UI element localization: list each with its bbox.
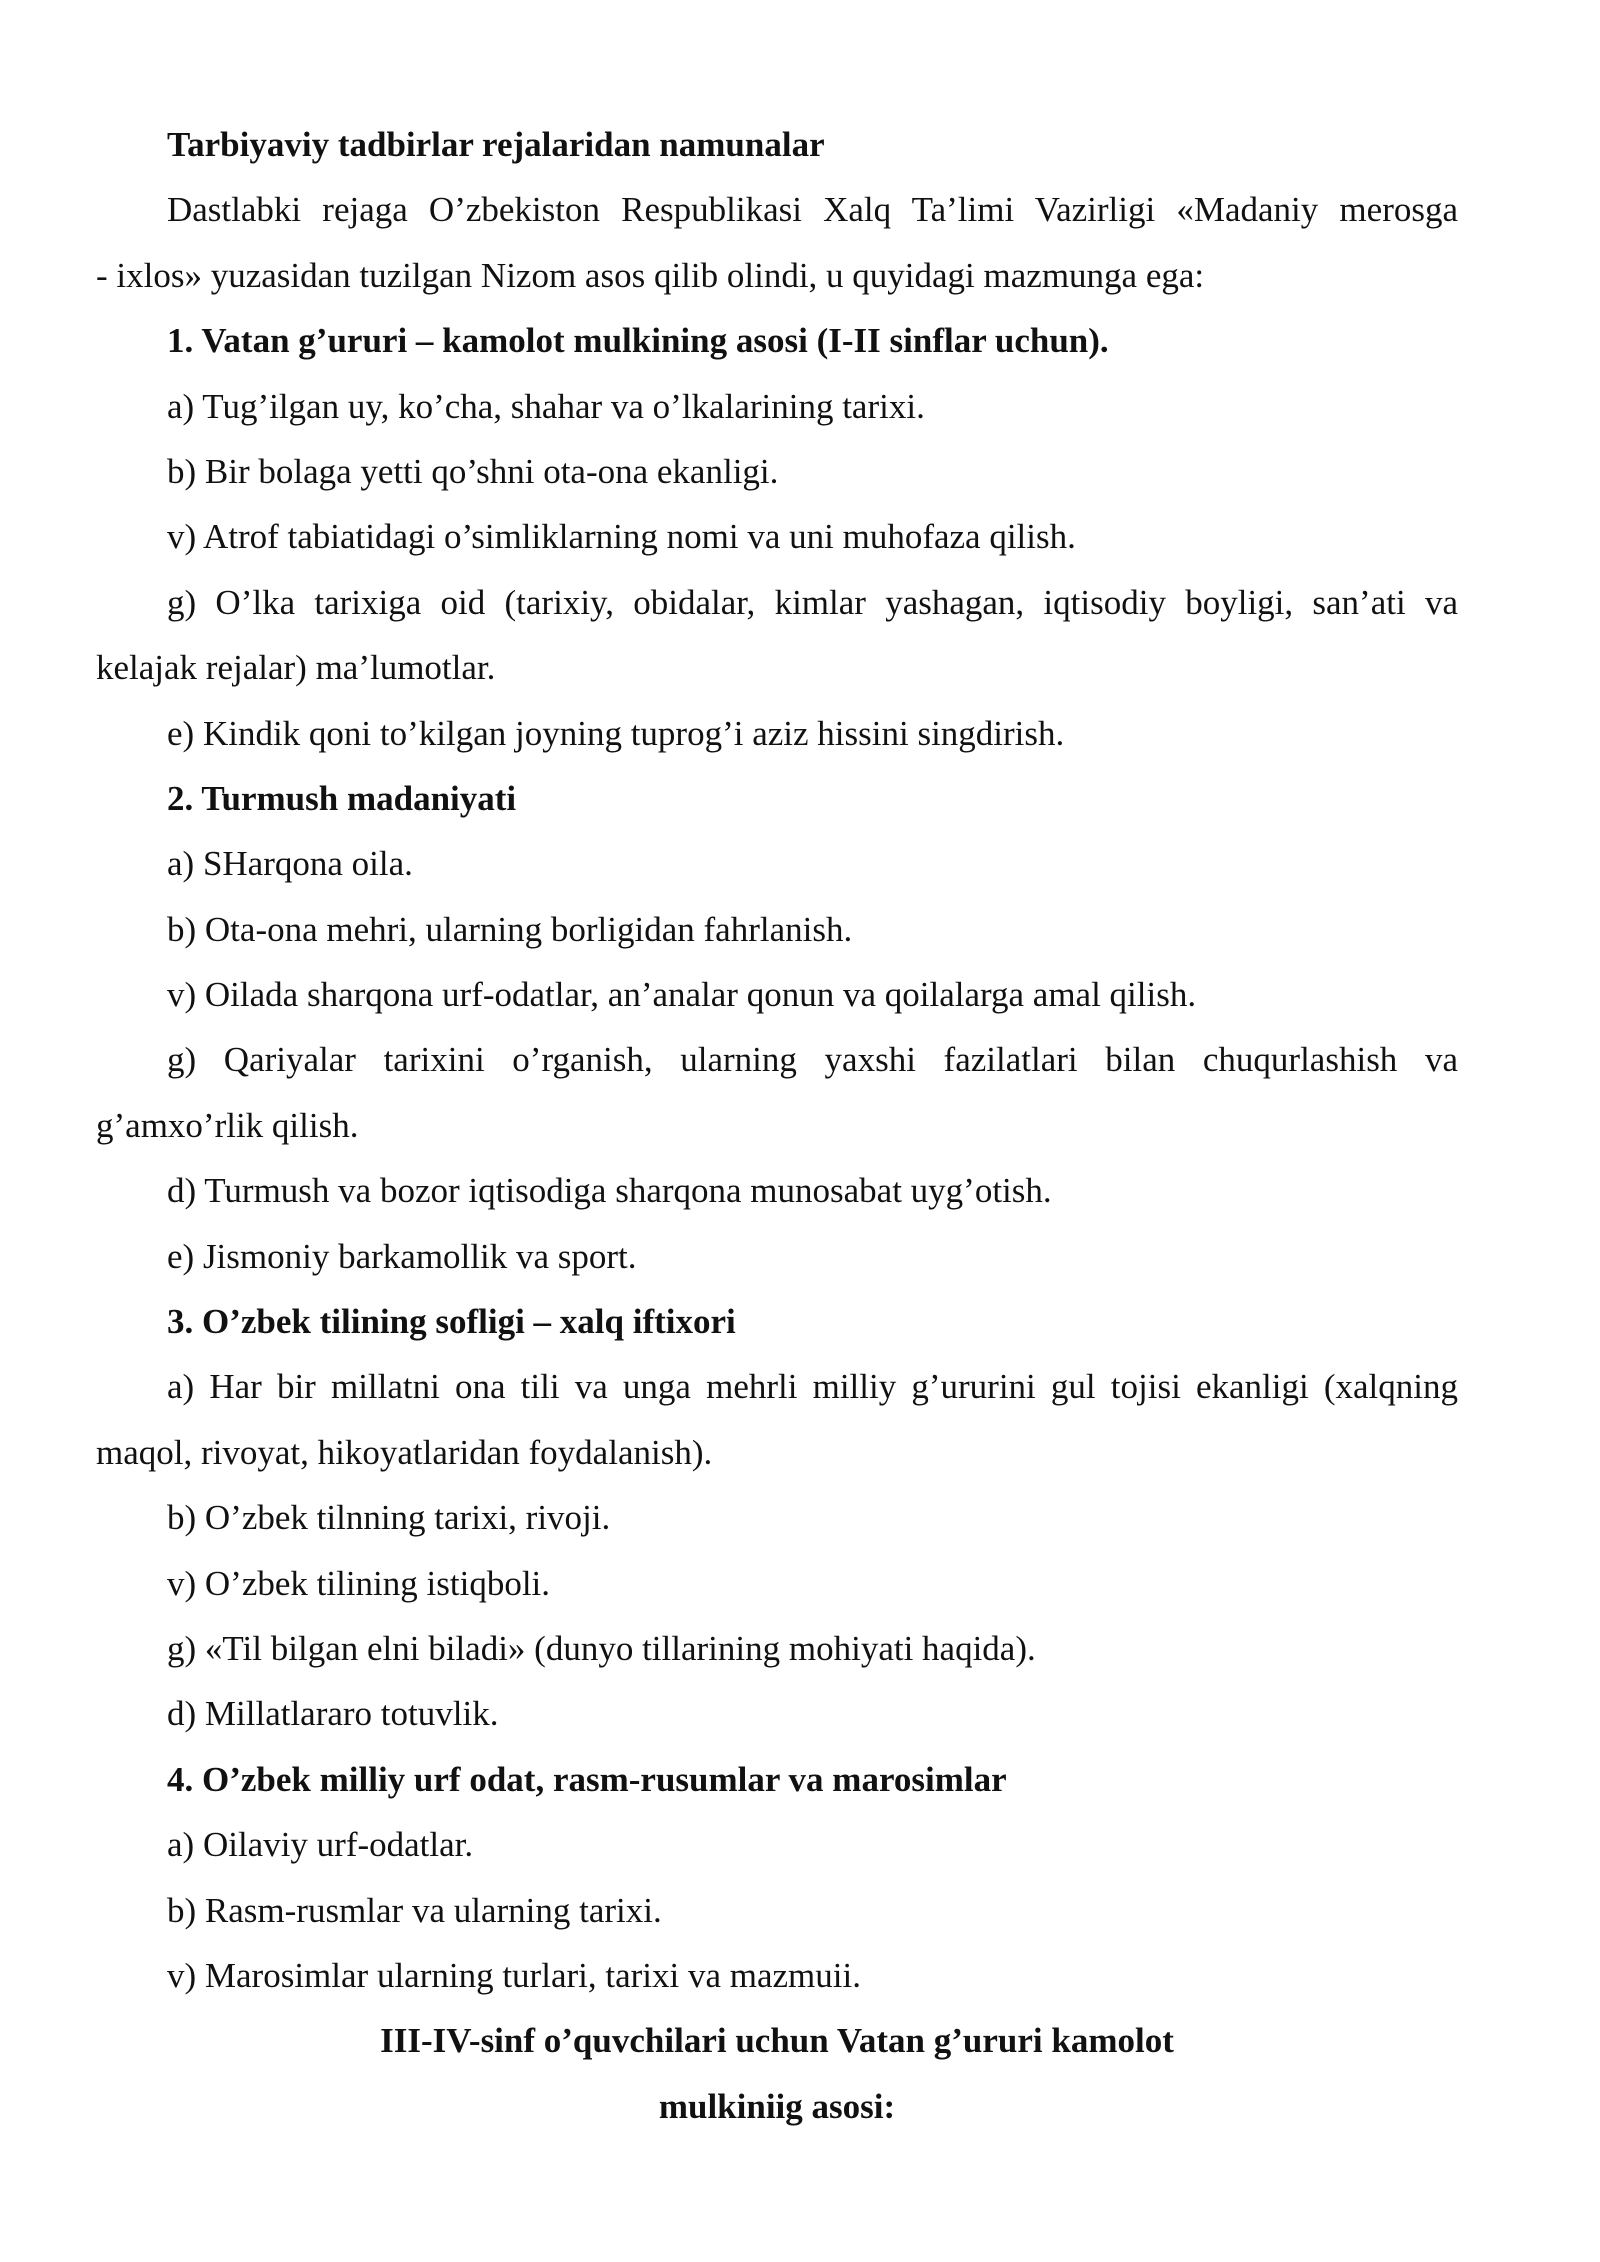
section-3-item-a-line-1: a) Har bir millatni ona tili va unga mehrli milliy g’ururini gul tojisi ekanligi (xalqning — [167, 1367, 1458, 1407]
section-2-item-g-line-1: g) Qariyalar tarixini o’rganish, ularning yaxshi fazilatlari bilan chuqurlashish va — [167, 1040, 1458, 1080]
section-2-item-a: a) SHarqona oila. — [167, 844, 413, 884]
section-2-heading: 2. Turmush madaniyati — [167, 778, 517, 818]
section-4-item-v: v) Marosimlar ularning turlari, tarixi va mazmuii. — [167, 1955, 861, 1995]
section-1-item-a: a) Tug’ilgan uy, ko’cha, shahar va o’lkalarining tarixi. — [167, 386, 925, 426]
section-1-item-v: v) Atrof tabiatidagi o’simliklarning nomi va uni muhofaza qilish. — [167, 517, 1076, 557]
closing-heading-line-2: mulkiniig asosi: — [658, 2086, 896, 2126]
section-4-item-a: a) Oilaviy urf-odatlar. — [167, 1825, 474, 1865]
closing-heading-line-1: III-IV-sinf o’quvchilari uchun Vatan g’ururi kamolot — [380, 2021, 1174, 2061]
section-1-item-g-line-2: kelajak rejalar) ma’lumotlar. — [96, 648, 496, 688]
section-3-item-v: v) O’zbek tilining istiqboli. — [167, 1563, 551, 1603]
section-1-item-b: b) Bir bolaga yetti qo’shni ota-ona ekanligi. — [167, 451, 779, 491]
section-3-item-d: d) Millatlararo totuvlik. — [167, 1694, 499, 1734]
section-4-item-b: b) Rasm-rusmlar va ularning tarixi. — [167, 1890, 662, 1930]
section-3-item-b: b) O’zbek tilnning tarixi, rivoji. — [167, 1498, 611, 1538]
document-title: Tarbiyaviy tadbirlar rejalaridan namunalar — [167, 125, 825, 164]
section-1-item-e: e) Kindik qoni to’kilgan joyning tuprog’i aziz hissini singdirish. — [167, 713, 1065, 753]
section-2-item-v: v) Oilada sharqona urf-odatlar, an’analar qonun va qoilalarga amal qilish. — [167, 975, 1197, 1015]
section-2-item-e: e) Jismoniy barkamollik va sport. — [167, 1236, 637, 1276]
section-3-item-a-line-2: maqol, rivoyat, hikoyatlaridan foydalanish). — [96, 1432, 713, 1472]
section-3-item-g: g) «Til bilgan elni biladi» (dunyo tillarining mohiyati haqida). — [167, 1628, 1036, 1668]
section-2-item-d: d) Turmush va bozor iqtisodiga sharqona munosabat uyg’otish. — [167, 1171, 1052, 1211]
section-1-item-g-line-1: g) O’lka tarixiga oid (tarixiy, obidalar, kimlar yashagan, iqtisodiy boyligi, san’ati va — [167, 582, 1458, 622]
section-2-item-g-line-2: g’amxo’rlik qilish. — [96, 1105, 359, 1145]
section-4-heading: 4. O’zbek milliy urf odat, rasm-rusumlar va marosimlar — [167, 1759, 1007, 1799]
section-2-item-b: b) Ota-ona mehri, ularning borligidan fahrlanish. — [167, 909, 853, 949]
document-page — [96, 112, 1458, 2139]
section-1-heading: 1. Vatan g’ururi – kamolot mulkining asosi (I-II sinflar uchun). — [167, 321, 1109, 361]
intro-paragraph-line-2: - ixlos» yuzasidan tuzilgan Nizom asos qilib olindi, u quyidagi mazmunga ega: — [96, 255, 1205, 295]
intro-paragraph-line-1: Dastlabki rejaga O’zbekiston Respublikasi Xalq Ta’limi Vazirligi «Madaniy merosga — [167, 190, 1458, 230]
section-3-heading: 3. O’zbek tilining sofligi – xalq iftixori — [167, 1302, 736, 1342]
